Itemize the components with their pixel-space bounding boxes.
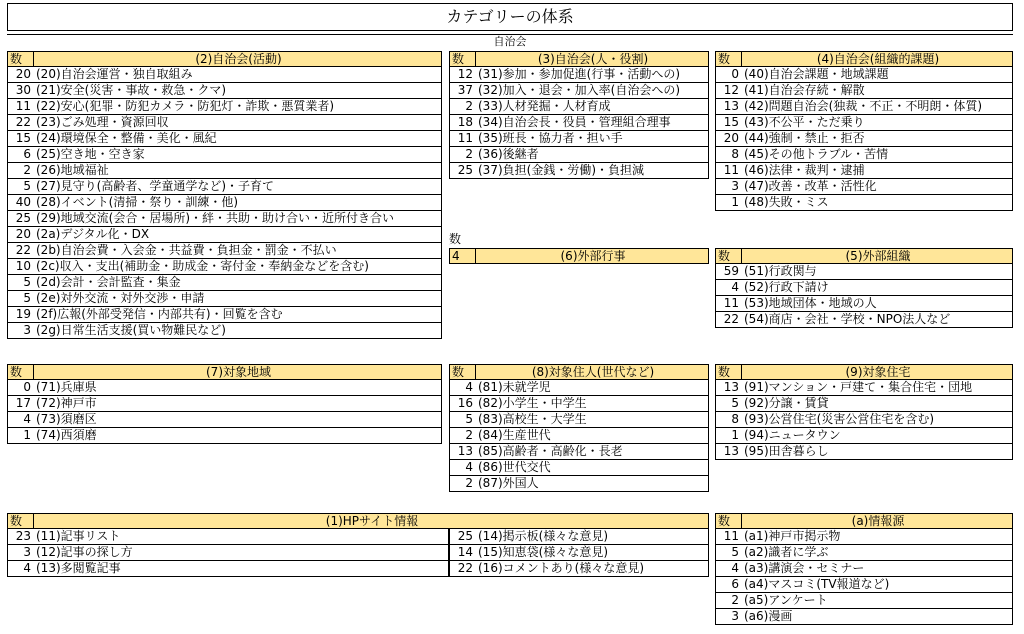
table-s3 [449,51,709,179]
count-cell: 12 [723,83,739,97]
category-cell: (24)環境保全・整備・美化・風紀 [36,131,217,145]
section-title: (1)HPサイト情報 [325,514,419,528]
count-cell: 2 [465,147,473,161]
count-cell: 3 [731,609,739,623]
table-row [7,227,442,243]
section-header [7,51,442,67]
section-title: (6)外部行事 [560,249,626,263]
count-cell: 3 [731,179,739,193]
table-row [7,545,449,561]
category-cell: (22)安心(犯罪・防犯カメラ・防犯灯・詐欺・悪質業者) [36,99,334,113]
category-cell: (48)失敗・ミス [744,195,829,209]
table-row [7,83,442,99]
count-col-label: 数 [8,52,34,66]
table-row [715,115,1013,131]
count-cell: 11 [723,163,739,177]
category-cell: (92)分譲・賃貸 [744,396,829,410]
table-row [449,396,709,412]
category-cell: (2b)自治会費・入会金・共益費・負担金・罰金・不払い [36,243,337,257]
category-cell: (2f)広報(外部受発信・内部共有)・回覧を含む [36,307,283,321]
count-cell: 2 [731,593,739,607]
table-s5 [715,248,1013,328]
table-sa [715,513,1013,625]
count-cell: 8 [731,147,739,161]
section-header [449,248,709,264]
table-row [7,163,442,179]
section-title: (3)自治会(人・役割) [537,52,649,66]
table-row [449,545,709,561]
category-cell: (a2)識者に学ぶ [744,545,829,559]
count-cell: 22 [15,243,31,257]
section-title: (2)自治会(活動) [195,52,282,66]
table-row [449,83,709,99]
category-cell: (11)記事リスト [36,529,121,543]
section-title: (4)自治会(組織的課題) [816,52,940,66]
category-cell: (94)ニュータウン [744,428,841,442]
category-cell: (a6)漫画 [744,609,793,623]
count-cell: 4 [731,561,739,575]
count-cell: 19 [15,307,31,321]
count-cell: 13 [457,444,473,458]
count-cell: 25 [457,163,473,177]
count-cell: 15 [723,115,739,129]
table-row [715,561,1013,577]
category-cell: (41)自治会存続・解散 [744,83,865,97]
count-cell: 10 [15,259,31,273]
table-s9 [715,364,1013,460]
count-cell: 22 [15,115,31,129]
count-cell: 17 [15,396,31,410]
section-header [449,51,709,67]
category-cell: (87)外国人 [478,476,539,490]
table-row [715,131,1013,147]
count-cell: 11 [457,131,473,145]
count-cell: 20 [723,131,739,145]
count-cell: 14 [457,545,473,559]
table-row [7,561,449,577]
count-cell: 22 [723,312,739,326]
table-row [449,460,709,476]
table-row [715,147,1013,163]
count-cell: 5 [465,412,473,426]
table-row [715,380,1013,396]
subtitle: 自治会 [7,34,1013,49]
category-cell: (93)公営住宅(災害公営住宅を含む) [744,412,934,426]
count-cell: 12 [457,67,473,81]
table-row [7,243,442,259]
count-cell: 6 [23,147,31,161]
table-row [7,307,442,323]
table-row [715,280,1013,296]
category-cell: (a3)講演会・セミナー [744,561,865,575]
section-title: (8)対象住人(世代など) [531,365,655,379]
table-s4 [715,51,1013,211]
table-row [715,593,1013,609]
count-col-label: 数 [716,249,742,263]
table-row [715,444,1013,460]
table-row [7,529,449,545]
table-s2 [7,51,442,339]
table-row [715,99,1013,115]
category-cell: (43)不公平・ただ乗り [744,115,865,129]
table-row [715,412,1013,428]
table-row [7,323,442,339]
table-row [7,179,442,195]
count-cell: 4 [465,380,473,394]
count-cell: 18 [457,115,473,129]
count-cell: 3 [23,545,31,559]
category-cell: (46)法律・裁判・逮捕 [744,163,865,177]
category-cell: (82)小学生・中学生 [478,396,587,410]
category-cell: (a4)マスコミ(TV報道など) [744,577,890,591]
count-cell: 25 [457,529,473,543]
count-col-label: 数 [716,514,742,528]
category-cell: (32)加入・退会・加入率(自治会への) [478,83,680,97]
count-col-label: 数 [8,514,34,528]
category-cell: (44)強制・禁止・拒否 [744,131,865,145]
table-row [715,396,1013,412]
count-cell: 13 [723,380,739,394]
category-cell: (45)その他トラブル・苦情 [744,147,889,161]
table-row [715,428,1013,444]
table-row [7,396,442,412]
category-cell: (14)掲示板(様々な意見) [478,529,608,543]
count-cell: 13 [723,99,739,113]
count-cell: 2 [465,476,473,490]
table-row [7,259,442,275]
category-cell: (a1)神戸市掲示物 [744,529,841,543]
category-cell: (25)空き地・空き家 [36,147,145,161]
table-row [449,99,709,115]
table-row [449,131,709,147]
table-row [449,380,709,396]
section-title: (7)対象地域 [206,365,271,379]
count-cell: 5 [23,179,31,193]
table-row [7,428,442,444]
table-row [715,195,1013,211]
count-cell: 1 [731,195,739,209]
table-row [715,264,1013,280]
count-cell: 8 [731,412,739,426]
table-row [715,577,1013,593]
category-cell: (15)知恵袋(様々な意見) [478,545,608,559]
category-cell: (23)ごみ処理・資源回収 [36,115,169,129]
category-cell: (53)地域団体・地域の人 [744,296,877,310]
category-cell: (2e)対外交流・対外交渉・申請 [36,291,205,305]
table-row [7,291,442,307]
category-cell: (20)自治会運営・独自取組み [36,67,193,81]
count-cell: 4 [23,561,31,575]
count-cell: 0 [731,67,739,81]
count-label-text: 数 [449,232,462,246]
category-cell: (74)西須磨 [36,428,97,442]
table-s1 [7,513,709,577]
count-cell: 3 [23,323,31,337]
table-row [449,476,709,492]
table-s6 [449,232,709,264]
table-row [449,444,709,460]
table-row [449,163,709,179]
category-cell: (83)高校生・大学生 [478,412,587,426]
table-row [7,147,442,163]
count-col-label: 数 [450,365,476,379]
category-cell: (34)自治会長・役員・管理組合理事 [478,115,671,129]
category-cell: (84)生産世代 [478,428,551,442]
table-row [449,412,709,428]
count-cell: 2 [23,163,31,177]
table-row [7,211,442,227]
count-cell: 6 [731,577,739,591]
category-cell: (31)参加・参加促進(行事・活動への) [478,67,680,81]
count-col-label: 数 [716,365,742,379]
category-cell: (29)地域交流(会合・居場所)・絆・共助・助け合い・近所付き合い [36,211,394,225]
table-s7 [7,364,442,444]
category-cell: (72)神戸市 [36,396,97,410]
category-cell: (37)負担(金銭・労働)・負担減 [478,163,644,177]
count-cell: 11 [723,529,739,543]
table-row [7,275,442,291]
count-cell: 4 [450,249,476,263]
table-row [715,545,1013,561]
count-cell: 13 [723,444,739,458]
category-cell: (2d)会計・会計監査・集金 [36,275,181,289]
category-cell: (54)商店・会社・学校・NPO法人など [744,312,951,326]
table-row [715,163,1013,179]
category-cell: (16)コメントあり(様々な意見) [478,561,644,575]
table-row [715,83,1013,99]
category-cell: (27)見守り(高齢者、学童通学など)・子育て [36,179,274,193]
category-cell: (91)マンション・戸建て・集合住宅・団地 [744,380,973,394]
count-cell: 25 [15,211,31,225]
count-cell: 4 [465,460,473,474]
category-cell: (47)改善・改革・活性化 [744,179,877,193]
count-cell: 2 [465,99,473,113]
table-row [449,147,709,163]
table-row [715,179,1013,195]
count-cell: 16 [457,396,473,410]
count-cell: 23 [15,529,31,543]
table-row [449,67,709,83]
table-row [7,380,442,396]
count-col-label: 数 [716,52,742,66]
table-row [715,609,1013,625]
category-cell: (26)地域福祉 [36,163,109,177]
table-row [7,99,442,115]
category-cell: (40)自治会課題・地域課題 [744,67,889,81]
count-col-label: 数 [450,52,476,66]
table-row [715,67,1013,83]
count-cell: 5 [23,291,31,305]
count-cell: 15 [15,131,31,145]
count-cell: 11 [15,99,31,113]
section-title: (a)情報源 [851,514,905,528]
category-cell: (21)安全(災害・事故・救急・クマ) [36,83,226,97]
category-cell: (95)田舎暮らし [744,444,829,458]
count-cell: 30 [15,83,31,97]
category-cell: (28)イベント(清掃・祭り・訓練・他) [36,195,238,209]
category-cell: (36)後継者 [478,147,539,161]
category-cell: (85)高齢者・高齢化・長老 [478,444,623,458]
table-row [7,195,442,211]
count-col-label [449,232,709,248]
table-row [449,561,709,577]
section-title: (5)外部組織 [845,249,911,263]
table-row [7,412,442,428]
category-cell: (35)班長・協力者・担い手 [478,131,623,145]
count-cell: 4 [731,280,739,294]
section-title: (9)対象住宅 [845,365,911,379]
page-title: カテゴリーの体系 [7,3,1013,31]
count-cell: 5 [731,545,739,559]
section-header [715,513,1013,529]
count-cell: 5 [23,275,31,289]
table-row [449,115,709,131]
category-cell: (52)行政下請け [744,280,829,294]
count-cell: 20 [15,227,31,241]
category-cell: (33)人材発掘・人材育成 [478,99,611,113]
table-row [715,296,1013,312]
table-row [715,529,1013,545]
count-cell: 1 [731,428,739,442]
category-cell: (81)未就学児 [478,380,551,394]
count-cell: 22 [457,561,473,575]
table-row [449,529,709,545]
count-cell: 0 [23,380,31,394]
category-cell: (2c)収入・支出(補助金・助成金・寄付金・奉納金などを含む) [36,259,369,273]
table-row [449,428,709,444]
count-cell: 59 [723,264,739,278]
category-cell: (73)須磨区 [36,412,97,426]
category-cell: (51)行政関与 [744,264,817,278]
section-header [715,51,1013,67]
table-row [7,115,442,131]
section-header [7,513,709,529]
count-cell: 40 [15,195,31,209]
section-header [449,364,709,380]
category-cell: (12)記事の探し方 [36,545,133,559]
count-cell: 5 [731,396,739,410]
count-cell: 20 [15,67,31,81]
category-cell: (42)問題自治会(独裁・不正・不明朗・体質) [744,99,982,113]
count-cell: 2 [465,428,473,442]
category-cell: (a5)アンケート [744,593,828,607]
table-row [7,131,442,147]
count-cell: 4 [23,412,31,426]
count-cell: 37 [457,83,473,97]
category-cell: (86)世代交代 [478,460,551,474]
table-s8 [449,364,709,492]
table-row [7,67,442,83]
category-cell: (2a)デジタル化・DX [36,227,150,241]
count-col-label: 数 [8,365,34,379]
count-cell: 1 [23,428,31,442]
category-cell: (2g)日常生活支援(買い物難民など) [36,323,226,337]
section-header [715,364,1013,380]
category-cell: (71)兵庫県 [36,380,97,394]
category-cell: (13)多閲覧記事 [36,561,121,575]
count-cell: 11 [723,296,739,310]
section-header [715,248,1013,264]
table-row [715,312,1013,328]
section-header [7,364,442,380]
